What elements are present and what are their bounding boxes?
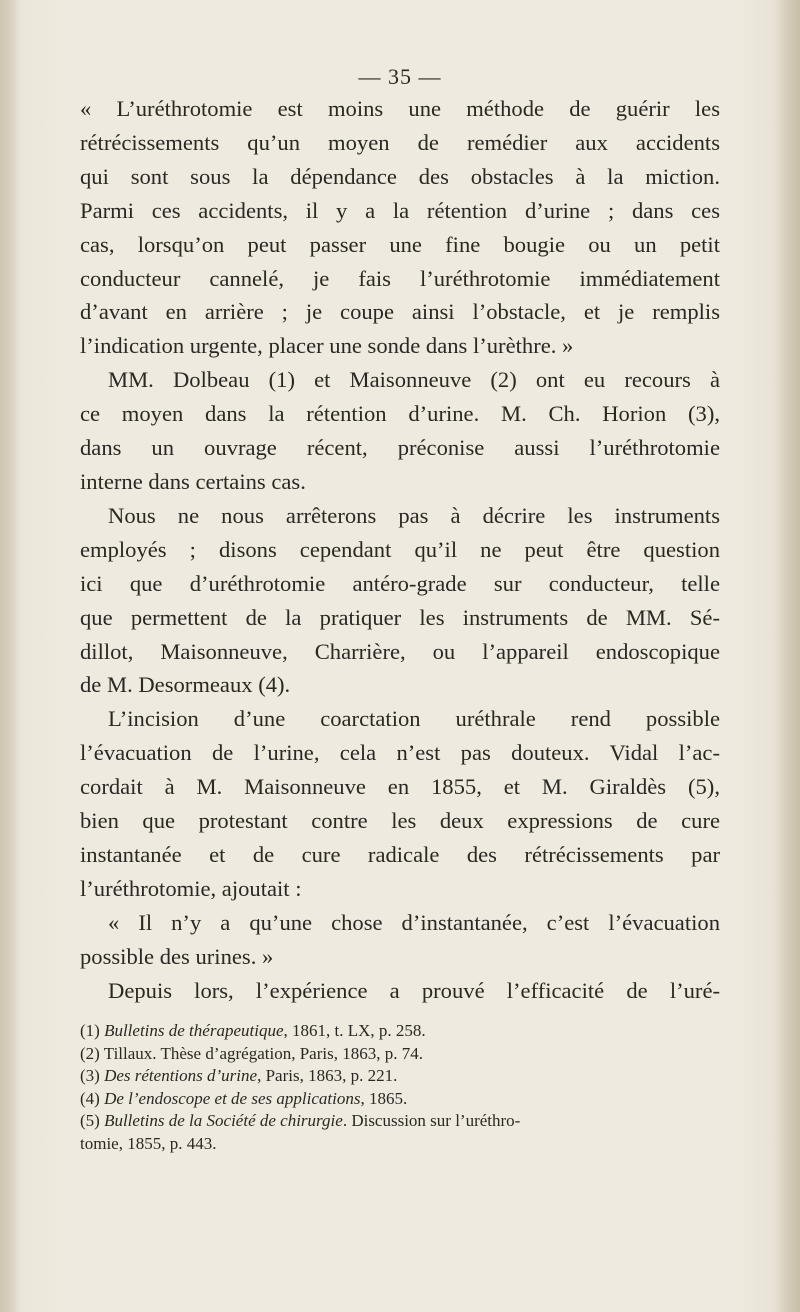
page-edge-left xyxy=(0,0,22,1312)
footnote-continuation xyxy=(80,1133,720,1156)
text-line: l’indication urgente, placer une sonde dans l’urèthre. » xyxy=(80,333,574,359)
footnote-text: . Discussion sur l’uréthro- xyxy=(342,1111,521,1130)
footnote-text: , 1865. xyxy=(360,1088,408,1108)
page-edge-right xyxy=(774,0,800,1312)
text-line: possible des urines. » xyxy=(80,943,274,969)
text-line: dillot, Maisonneuve, Charrière, ou l’appareil endoscopique xyxy=(80,638,720,664)
text-line: employés ; disons cependant qu’il ne peut être question xyxy=(80,536,720,562)
footnotes xyxy=(80,1020,720,1155)
footnote-text: tomie, 1855, p. 443. xyxy=(80,1133,217,1153)
text-line: rétrécissements qu’un moyen de remédier aux accidents xyxy=(80,129,720,155)
text-line: ce moyen dans la rétention d’urine. M. Ch. Horion (3), xyxy=(80,401,720,427)
text-line: ici que d’uréthrotomie antéro-grade sur conducteur, telle xyxy=(80,570,720,596)
footnote xyxy=(80,1043,720,1066)
text-line: bien que protestant contre les deux expressions de cure xyxy=(80,808,720,834)
footnote xyxy=(80,1110,720,1133)
text-line: l’uréthrotomie, ajoutait : xyxy=(80,875,302,901)
footnote-text: Tillaux. Thèse d’agrégation, Paris, 1863, p. 74. xyxy=(103,1043,423,1063)
text-line: dans un ouvrage récent, préconise aussi l’uréthrotomie xyxy=(80,435,720,461)
page-number: — 35 — xyxy=(358,64,442,89)
footnote xyxy=(80,1020,720,1043)
body-text xyxy=(80,92,720,1007)
text-line: Depuis lors, l’expérience a prouvé l’efficacité de l’uré- xyxy=(108,977,720,1003)
text-line: d’avant en arrière ; je coupe ainsi l’obstacle, et je remplis xyxy=(80,299,720,325)
footnote-number: (1) xyxy=(80,1021,100,1040)
text-line: qui sont sous la dépendance des obstacles à la miction. xyxy=(80,163,720,189)
text-line: de M. Desormeaux (4). xyxy=(80,672,291,698)
text-line: MM. Dolbeau (1) et Maisonneuve (2) ont eu recours à xyxy=(108,367,720,393)
text-line: conducteur cannelé, je fais l’uréthrotomie immédiatement xyxy=(80,265,720,291)
footnote-number: (2) xyxy=(80,1043,100,1063)
text-line: « Il n’y a qu’une chose d’instantanée, c’est l’évacuation xyxy=(108,909,720,935)
footnote-text: , 1861, t. LX, p. 258. xyxy=(283,1021,426,1040)
footnote xyxy=(80,1065,720,1088)
footnote xyxy=(80,1088,720,1111)
footnote-number: (3) xyxy=(80,1066,100,1085)
text-line: l’évacuation de l’urine, cela n’est pas douteux. Vidal l’ac- xyxy=(80,740,720,766)
text-line: L’incision d’une coarctation uréthrale rend possible xyxy=(108,706,720,732)
footnote-title: Bulletins de thérapeutique xyxy=(104,1021,284,1040)
text-line: « L’uréthrotomie est moins une méthode de guérir les xyxy=(80,96,720,121)
text-line: Parmi ces accidents, il y a la rétention d’urine ; dans ces xyxy=(80,197,720,223)
footnote-number: (4) xyxy=(80,1088,100,1108)
footnote-number: (5) xyxy=(80,1111,100,1130)
text-line: interne dans certains cas. xyxy=(80,468,306,494)
text-line: que permettent de la pratiquer les instruments de MM. Sé- xyxy=(80,604,720,630)
text-line: cordait à M. Maisonneuve en 1855, et M. Giraldès (5), xyxy=(80,774,720,800)
text-line: instantanée et de cure radicale des rétrécissements par xyxy=(80,841,720,867)
footnote-title: Des rétentions d’urine xyxy=(104,1066,258,1085)
footnote-title: Bulletins de la Société de chirurgie xyxy=(104,1111,343,1130)
text-line: cas, lorsqu’on peut passer une fine bougie ou un petit xyxy=(80,231,720,257)
footnote-text: , Paris, 1863, p. 221. xyxy=(257,1066,398,1085)
footnote-title: De l’endoscope et de ses applications xyxy=(104,1088,361,1108)
text-line: Nous ne nous arrêterons pas à décrire les instruments xyxy=(108,502,720,528)
